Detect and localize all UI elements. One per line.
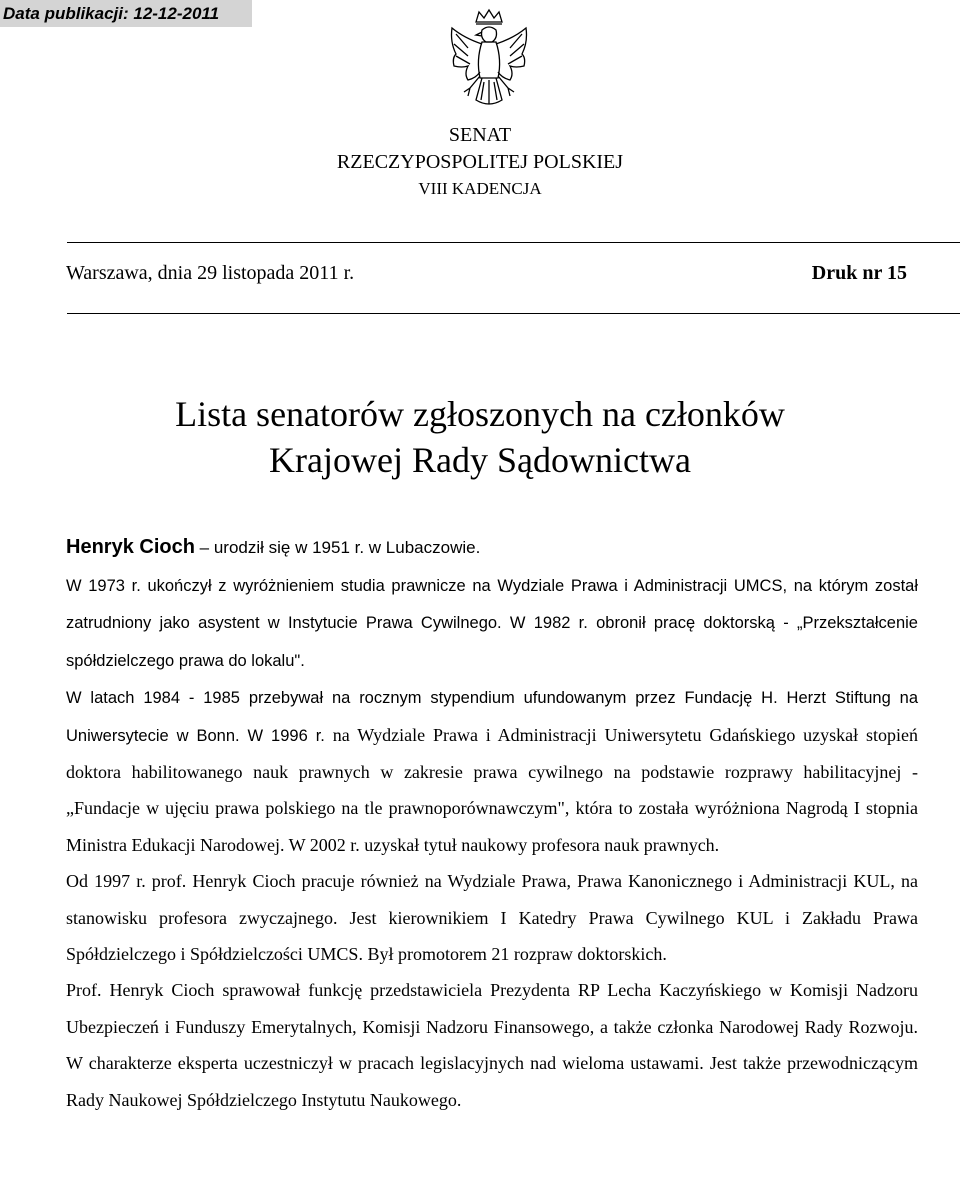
biography-body [66,567,918,1118]
document-title-line-1: Lista senatorów zgłoszonych na członków [175,394,785,434]
biography-paragraph-2: Od 1997 r. prof. Henryk Cioch pracuje również na Wydziale Prawa, Prawa Kanonicznego i Administracji KUL, na stanowisku profesora zwyczajnego. Jest kierownikiem I Katedry Prawa Cywilnego KUL i Zakładu Prawa Spółdzielczego i Spółdzielczości UMCS. Był promotorem 21 rozpraw doktorskich. [66,871,918,965]
polish-eagle-emblem-icon [446,8,532,116]
biography-paragraph-3: Prof. Henryk Cioch sprawował funkcję przedstawiciela Prezydenta RP Lecha Kaczyńskiego w Komisji Nadzoru Ubezpieczeń i Funduszy Emerytalnych, Komisji Nadzoru Finansowego, a także członka Narodowej Rady Rozwoju. W charakterze eksperta uczestniczył w pracach legislacyjnych nad wieloma ustawami. Jest także przewodniczącym Rady Naukowej Spółdzielczego Instytutu Naukowego. [66,980,918,1110]
paragraph-1-part-a: W 1973 r. ukończył z wyróżnieniem studia prawnicze na Wydziale Prawa i Administracji UMCS, na którym został zatrudniony jako asystent w Instytucie Prawa Cywilnego. W 1982 r. obronił pracę doktorską - „Przekształcenie spółdzielczego prawa do lokalu". [66,577,918,670]
person-birth: – urodził się w 1951 r. w Lubaczowie. [194,538,481,557]
person-intro [66,532,480,563]
biography-paragraph-1 [66,567,918,863]
divider-top [67,242,960,243]
header-senat: SENAT [448,124,512,146]
print-number: Druk nr 15 [811,262,907,284]
header-republic: RZECZYPOSPOLITEJ POLSKIEJ [336,151,624,173]
header-term: VIII KADENCJA [418,179,542,198]
divider-bottom [67,313,960,314]
person-name: Henryk Cioch [66,536,195,558]
paragraph-1-part-b: W latach 1984 - 1985 przebywał na rocznym stypendium ufundowanym przez Fundację H. Herzt Stiftung na Uniwersytecie w Bonn. W 1996 r. [66,689,918,745]
paragraph-1-part-c: na Wydziale Prawa i Administracji Uniwersytetu Gdańskiego uzyskał stopień doktora habilitowanego nauk prawnych w zakresie prawa cywilnego na podstawie rozprawy habilitacyjnej - „Fundacje w ujęciu prawa polskiego na tle prawnoporównawczym", która to została wyróżniona Nagrodą I stopnia Ministra Edukacji Narodowej. W 2002 r. uzyskał tytuł naukowy profesora nauk prawnych. [66,724,918,855]
place-date: Warszawa, dnia 29 listopada 2011 r. [66,262,355,284]
publication-date: Data publikacji: 12-12-2011 [0,0,252,27]
document-title-line-2: Krajowej Rady Sądownictwa [269,440,691,480]
